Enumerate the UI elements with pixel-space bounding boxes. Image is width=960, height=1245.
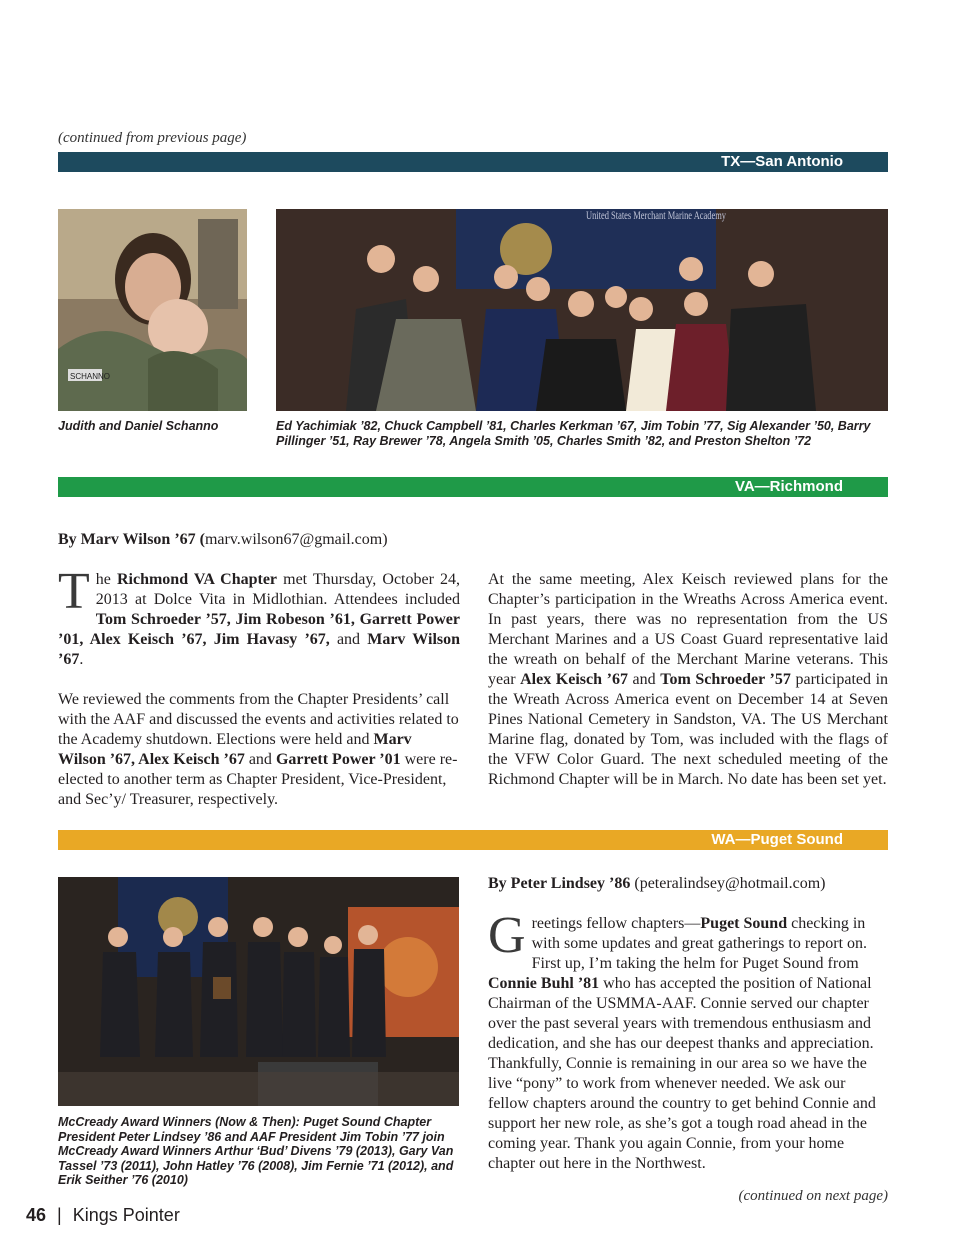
wa-byline-name: By Peter Lindsey ’86 (488, 875, 631, 892)
page-number: 46 (26, 1205, 47, 1225)
footer-separator: | (57, 1205, 62, 1225)
va-paragraph-1: The Richmond VA Chapter met Thursday, October 24, 2013 at Dolce Vita in Midlothian. Attendees included Tom Schroeder ’57, Jim Robeson ’61, Garrett Power ’01, Alex Keisch ’67, Jim Havasy ’67, and Marv Wilson ’67. (58, 563, 461, 668)
wa-paragraph-1: Greetings fellow chapters—Puget Sound checking in with some updates and great gatherings to report on. First up, I’m taking the helm for Puget Sound from Connie Buhl ’81 who has accepted the position of National Chairman of the USMMA-AAF. Connie served our chapter over the past several years with tremendous enthusiasm and dedication, and she has our deepest thanks and appreciation. Thankfully, Connie is remaining in our area so we have the live “pony” to work from whenever needed. We ask our fellow chapters around the country to get behind Connie and support her new role, as she’s got a tough road ahead in the coming year. Thank you again Connie, from your home chapter out here in the Northwest. (488, 907, 876, 1172)
va-paragraph-2: We reviewed the comments from the Chapter Presidents’ call with the AAF and discussed the events and activities related to the Academy shutdown. Elections were held and Marv Wilson ’67, Alex Keisch ’67 and Garrett Power ’01 were re-elected to another term as Chapter President, Vice-President, and Sec’y/ Treasurer, respectively. (58, 691, 459, 808)
nametag-text: SCHANNO (70, 372, 111, 381)
page-footer (26, 1205, 180, 1226)
caption-schanno: Judith and Daniel Schanno (58, 419, 219, 433)
va-byline-email: marv.wilson67@gmail.com) (204, 531, 388, 548)
continued-on-next-note: (continued on next page) (738, 1188, 888, 1204)
wa-column (488, 874, 888, 1174)
continued-from-note: (continued from previous page) (58, 130, 247, 146)
va-paragraph-3: At the same meeting, Alex Keisch reviewed plans for the Chapter’s participation in the Wreaths Across America event. In past years, there was no representation from the US Merchant Marines and a US Coast Guard representative laid the wreath on behalf of the Merchant Marine veterans. This year Alex Keisch ’67 and Tom Schroeder ’57 participated in the Wreath Across America event on December 14 at Seven Pines National Cemetery in Sandston, VA. The US Merchant Marine flag, donated by Tom, was included with the flags of the VFW Color Guard. The next scheduled meeting of the Richmond Chapter will be in March. No date has been set yet. (488, 571, 889, 788)
photo-mccready-award-winners (58, 877, 459, 1106)
caption-tx-group: Ed Yachimiak ’82, Chuck Campbell ’81, Charles Kerkman ’67, Jim Tobin ’77, Sig Alexander ’50, Barry Pillinger ’51, Ray Brewer ’78, Angela Smith ’05, Charles Smith ’82, and Preston Shelton ’72 (276, 419, 871, 448)
photo-tx-group (276, 209, 888, 411)
publication-name: Kings Pointer (72, 1205, 180, 1225)
banner-text: United States Merchant Marine Academy (586, 209, 726, 222)
wa-byline-email: (peteralindsey@hotmail.com) (630, 875, 826, 892)
section-bar-tx-san-antonio: TX—San Antonio (58, 152, 888, 172)
va-byline-name: By Marv Wilson ’67 ( (58, 531, 205, 548)
photo-judith-daniel-schanno (58, 209, 247, 411)
wa-dropcap: G (488, 907, 526, 964)
va-column-right (488, 570, 888, 810)
wa-byline (488, 874, 888, 894)
va-column-left (58, 563, 461, 830)
va-dropcap: T (58, 563, 90, 620)
section-bar-va-richmond: VA—Richmond (58, 477, 888, 497)
va-byline (58, 530, 478, 550)
caption-mccready: McCready Award Winners (Now & Then): Puget Sound Chapter President Peter Lindsey ’86 and AAF President Jim Tobin ’77 join McCready Award Winners Arthur ‘Bud’ Divens ’79 (2013), Gary Van Tassel ’73 (2011), John Hatley ’76 (2008), Jim Fernie ’71 (2012), and Erik Seither ’76 (2010) (58, 1115, 454, 1187)
section-bar-wa-puget-sound: WA—Puget Sound (58, 830, 888, 850)
